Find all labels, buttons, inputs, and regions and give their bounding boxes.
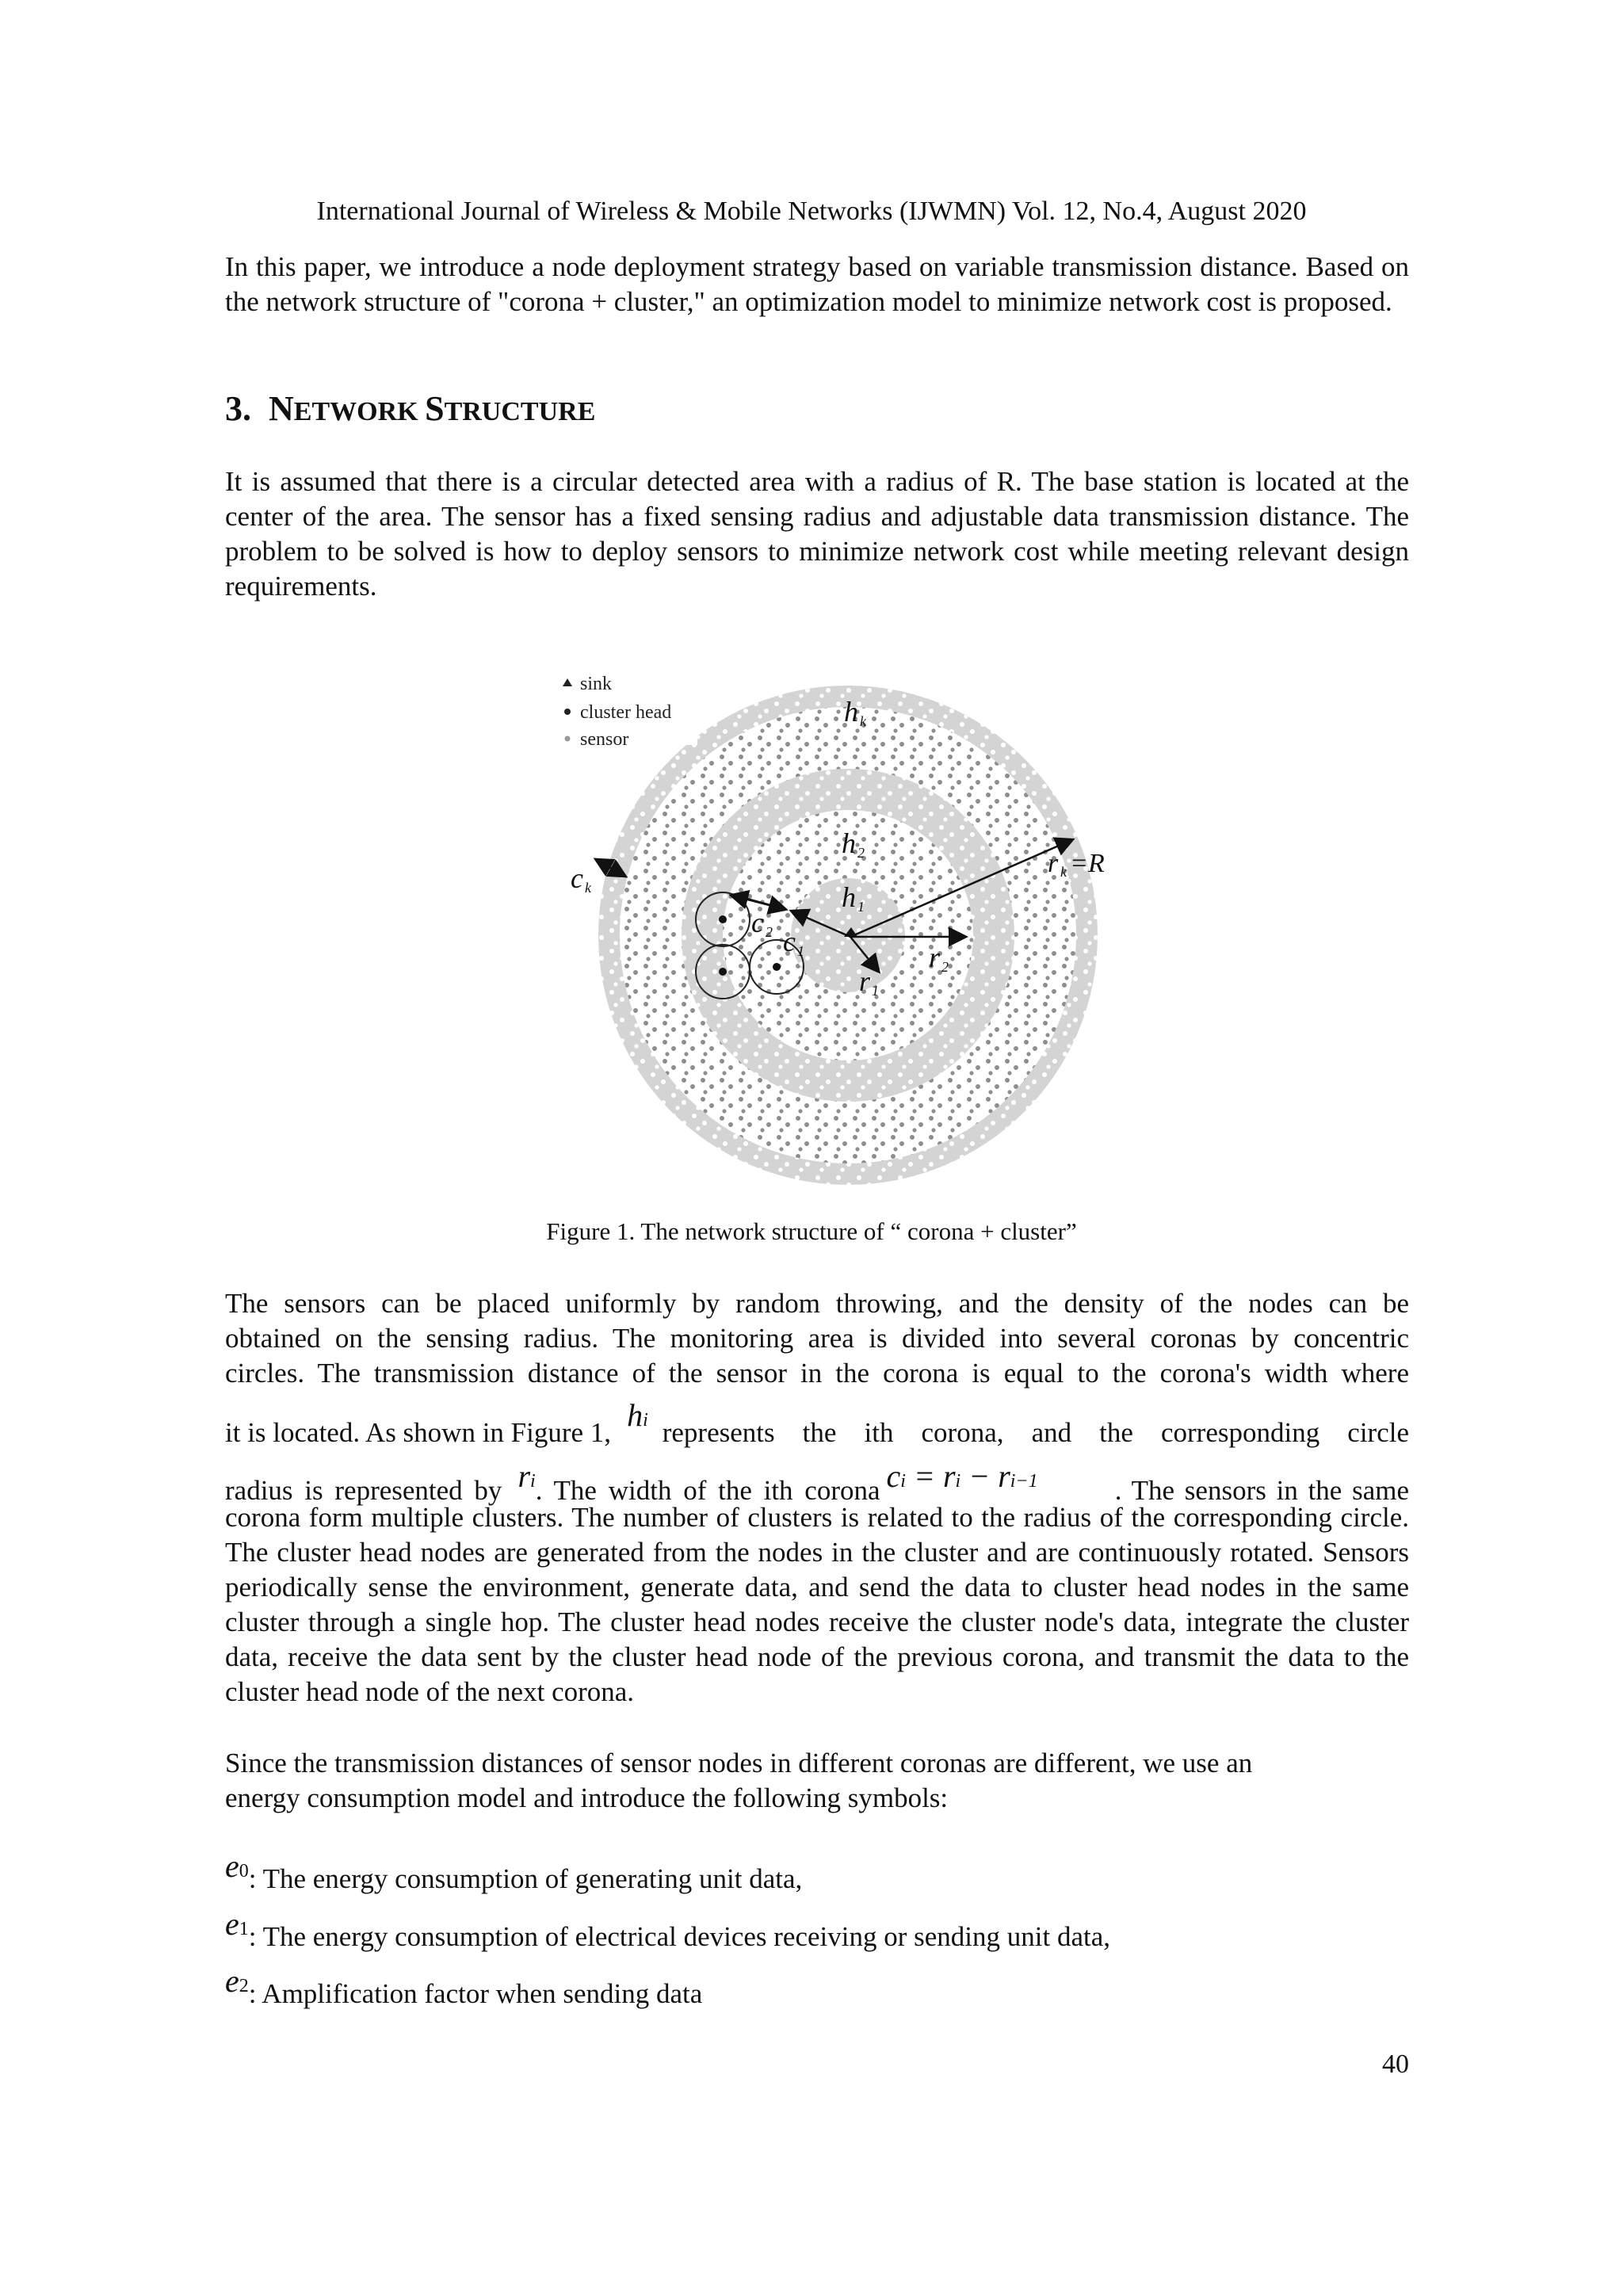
page-number: 40 (1382, 2050, 1409, 2079)
label-c1-sub: 1 (797, 943, 804, 959)
math-ri1-sub: i−1 (1010, 1471, 1038, 1492)
section-heading (225, 388, 595, 429)
math-c-sub: i (900, 1471, 906, 1492)
symbol-e2-var: e (225, 1963, 239, 1999)
label-c2-sub: 2 (766, 924, 773, 940)
symbol-e1-text: : The energy consumption of electrical devices receiving or sending unit data, (248, 1921, 1111, 1952)
para2-line4-b: represents the ith corona, and the corresponding circle (662, 1417, 1409, 1448)
label-rk-sub: k (1060, 864, 1067, 880)
para2-line3: circles. The transmission distance of the sensor in the corona is equal to the corona's width where (225, 1358, 1409, 1389)
label-ck: c (571, 862, 583, 894)
math-eq: = r (905, 1458, 956, 1494)
math-h: h (627, 1397, 643, 1433)
para2-line4-a: it is located. As shown in Figure 1, (225, 1417, 612, 1448)
label-ck-sub: k (585, 880, 591, 896)
label-rk: r (1048, 849, 1059, 878)
label-r1-sub: 1 (872, 983, 879, 999)
para2-line5-c: . The sensors in the same (1114, 1475, 1409, 1506)
section-title-rest2: TRUCTURE (444, 397, 596, 426)
paragraph-network: It is assumed that there is a circular detected area with a radius of R. The base station is located at the center of the area. The sensor has a fixed sensing radius and adjustable data transmission distance. The problem to be solved is how to deploy sensors to minimize network cost while meeting relevant design requirements. (225, 466, 1409, 602)
cluster-head-node (773, 963, 781, 971)
section-number: 3. (225, 389, 251, 428)
label-r2-sub: 2 (941, 959, 949, 975)
para2-line2: obtained on the sensing radius. The monitoring area is divided into several coronas by concentric (225, 1323, 1409, 1354)
label-h1: h (842, 881, 856, 913)
symbol-e0 (225, 1848, 803, 1896)
para2-line4 (225, 1397, 1409, 1448)
symbol-e0-text: : The energy consumption of generating unit data, (248, 1863, 803, 1894)
label-hk: h (844, 696, 858, 728)
legend-sink: sink (580, 674, 613, 694)
para2-rest: corona form multiple clusters. The number of clusters is related to the radius of the corresponding circle. The cluster head nodes are generated from the nodes in the cluster and are continuously rotated. Sensors periodically sense the environment, generate data, and send the data to cluster head nodes in the same cluster through a single hop. The cluster head nodes receive the cluster node's data, integrate the cluster data, receive the data sent by the cluster head node of the previous corona, and transmit the data to the cluster head node of the next corona. (225, 1502, 1409, 1707)
math-h-sub: i (643, 1410, 648, 1431)
intro-paragraph: In this paper, we introduce a node deployment strategy based on variable transmission distance. Based on the network structure of "corona + cluster," an optimization model to minimize network cost is proposed. (225, 251, 1409, 317)
journal-header: International Journal of Wireless & Mobile Networks (IJWMN) Vol. 12, No.4, August 2020 (316, 197, 1307, 226)
label-hk-sub: k (860, 713, 866, 729)
symbol-e0-sub: 0 (239, 1861, 249, 1881)
label-c2: c (751, 907, 764, 938)
label-h2-sub: 2 (857, 845, 865, 861)
legend-sensor: sensor (580, 729, 629, 750)
cluster-head-marker-icon (564, 709, 571, 715)
symbol-e2 (225, 1963, 703, 2011)
legend-cluster-head: cluster head (580, 702, 672, 723)
symbol-e0-var: e (225, 1848, 239, 1884)
math-r: r (517, 1458, 531, 1494)
label-rk-eq: =R (1070, 849, 1105, 878)
math-c: c (886, 1458, 901, 1494)
corona-cluster-figure (547, 658, 1117, 1197)
para3-line1: Since the transmission distances of sensor nodes in different coronas are different, we use an (225, 1748, 1253, 1778)
figure-legend (547, 658, 697, 750)
label-r1: r (859, 965, 871, 997)
figure-caption: Figure 1. The network structure of “ corona + cluster” (546, 1217, 1077, 1245)
symbol-e2-sub: 2 (239, 1976, 249, 1996)
math-r-sub: i (530, 1471, 536, 1492)
symbol-e1-sub: 1 (239, 1919, 249, 1939)
label-h1-sub: 1 (857, 899, 865, 915)
para2-line5-a: radius is represented by (225, 1475, 502, 1506)
sensor-marker-icon (565, 736, 571, 742)
para2-line1: The sensors can be placed uniformly by random throwing, and the density of the nodes can be (225, 1288, 1409, 1319)
math-ri-sub: i (955, 1471, 961, 1492)
symbol-e1 (225, 1906, 1111, 1954)
math-minus: − r (960, 1458, 1010, 1494)
section-title-s: S (425, 389, 445, 428)
cluster-head-node (719, 915, 727, 923)
para2-line5-b: . The width of the ith corona (535, 1475, 880, 1506)
section-title-rest1: ETWORK (293, 397, 426, 426)
cluster-head-node (719, 968, 727, 976)
section-title-n: N (269, 389, 294, 428)
label-r2: r (929, 942, 941, 973)
symbol-e1-var: e (225, 1906, 239, 1942)
para3-line2: energy consumption model and introduce the following symbols: (225, 1782, 949, 1813)
symbol-e2-text: : Amplification factor when sending data (248, 1978, 703, 2009)
label-c1: c (783, 926, 796, 957)
label-h2: h (842, 827, 856, 859)
